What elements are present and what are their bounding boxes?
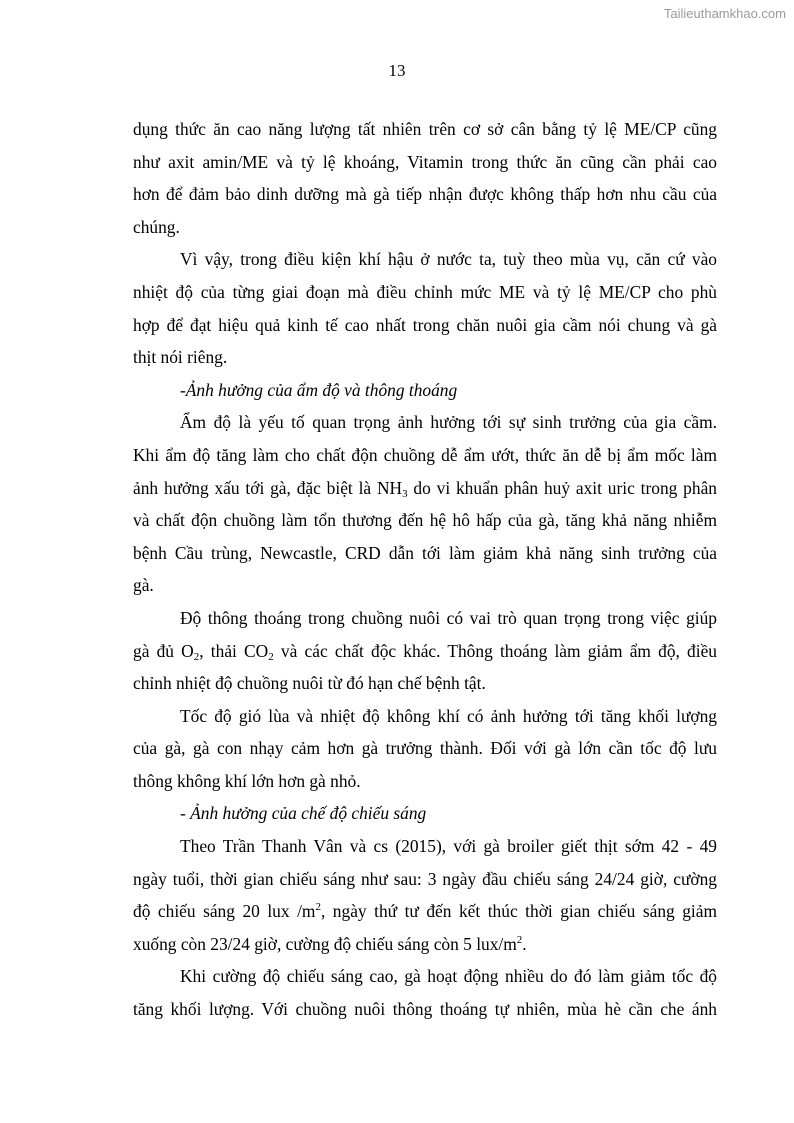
text-run: ảnh hưởng xấu tới gà, đặc biệt là NH (133, 477, 403, 498)
text-line (133, 635, 717, 668)
paragraph-4 (133, 602, 717, 700)
text-line: Tốc độ gió lùa và nhiệt độ không khí có ảnh hưởng tới tăng khối lượng (180, 705, 717, 726)
text-line (133, 472, 717, 505)
text-line: Theo Trần Thanh Vân và cs (2015), với gà broiler giết thịt sớm 42 - 49 (180, 836, 717, 857)
text-line: Khi cường độ chiếu sáng cao, gà hoạt động nhiều do đó làm giảm tốc độ (180, 966, 717, 987)
superscript: 2 (516, 933, 523, 946)
paragraph-2 (133, 243, 717, 373)
text-run: và các chất độc khác. Thông thoáng làm giảm ẩm độ, điều (273, 640, 717, 661)
text-line: hợp để đạt hiệu quả kinh tế cao nhất trong chăn nuôi gia cầm nói chung và gà (133, 314, 717, 335)
text-line: như axit amin/ME và tỷ lệ khoáng, Vitamin trong thức ăn cũng cần phải cao (133, 151, 717, 172)
text-line: dụng thức ăn cao năng lượng tất nhiên trên cơ sở cân bằng tỷ lệ ME/CP cũng (133, 119, 717, 139)
text-line: tăng khối lượng. Với chuồng nuôi thông thoáng tự nhiên, mùa hè cần che ánh (133, 999, 717, 1020)
page-number: 13 (388, 61, 406, 80)
subscript: 2 (193, 650, 200, 663)
text-line: chỉnh nhiệt độ chuồng nuôi từ đó hạn chế bệnh tật. (133, 673, 486, 694)
text-run: gà đủ O (133, 640, 194, 661)
paragraph-3 (133, 406, 717, 602)
text-run: độ chiếu sáng 20 lux /m (133, 901, 316, 922)
text-line: nhiệt độ của từng giai đoạn mà điều chỉnh mức ME và tỷ lệ ME/CP cho phù (133, 281, 717, 302)
text-line (133, 895, 717, 928)
text-run: xuống còn 23/24 giờ, cường độ chiếu sáng còn 5 lux/m (133, 933, 517, 954)
paragraph-7 (133, 960, 717, 1025)
paragraph-5 (133, 700, 717, 798)
text-line: thịt nói riêng. (133, 347, 228, 368)
text-line: Vì vậy, trong điều kiện khí hậu ở nước ta, tuỳ theo mùa vụ, căn cứ vào (180, 249, 717, 270)
text-line: ngày tuổi, thời gian chiếu sáng như sau: 3 ngày đầu chiếu sáng 24/24 giờ, cường (133, 868, 717, 889)
heading-text: -Ảnh hưởng của ẩm độ và thông thoáng (180, 379, 458, 400)
text-run: do vi khuẩn phân huỷ axit uric trong phân (407, 477, 717, 498)
text-line: Khi ẩm độ tăng làm cho chất độn chuồng dễ ẩm ướt, thức ăn dễ bị ẩm mốc làm (133, 444, 717, 465)
text-run: . (522, 933, 527, 954)
text-line: chúng. (133, 216, 180, 237)
paragraph-1 (133, 113, 717, 243)
text-line: gà. (133, 575, 154, 596)
section-heading-lighting (133, 797, 717, 830)
text-line: Độ thông thoáng trong chuồng nuôi có vai trò quan trọng trong việc giúp (180, 607, 717, 628)
text-line: của gà, gà con nhạy cảm hơn gà trưởng thành. Đối với gà lớn cần tốc độ lưu (133, 738, 717, 759)
heading-text: - Ảnh hưởng của chế độ chiếu sáng (180, 803, 427, 824)
text-line: Ẩm độ là yếu tố quan trọng ảnh hưởng tới sự sinh trưởng của gia cầm. (180, 412, 717, 433)
text-line (133, 928, 717, 961)
superscript: 2 (315, 901, 321, 914)
text-line: thông không khí lớn hơn gà nhỏ. (133, 770, 361, 791)
text-line: bệnh Cầu trùng, Newcastle, CRD dẫn tới làm giảm khả năng sinh trưởng của (133, 542, 717, 563)
text-line: và chất độn chuồng làm tổn thương đến hệ hô hấp của gà, tăng khả năng nhiễm (133, 510, 717, 531)
paragraph-6 (133, 830, 717, 960)
text-line: hơn để đảm bảo dinh dưỡng mà gà tiếp nhận được không thấp hơn nhu cầu của (133, 184, 717, 205)
watermark: Tailieuthamkhao.com (663, 6, 786, 21)
subscript: 2 (268, 650, 274, 663)
text-run: , ngày thứ tư đến kết thúc thời gian chiếu sáng giảm (320, 901, 718, 922)
document-body (133, 113, 717, 1026)
subscript: 3 (402, 487, 408, 500)
section-heading-humidity (133, 374, 717, 407)
text-run: , thải CO (199, 640, 269, 661)
